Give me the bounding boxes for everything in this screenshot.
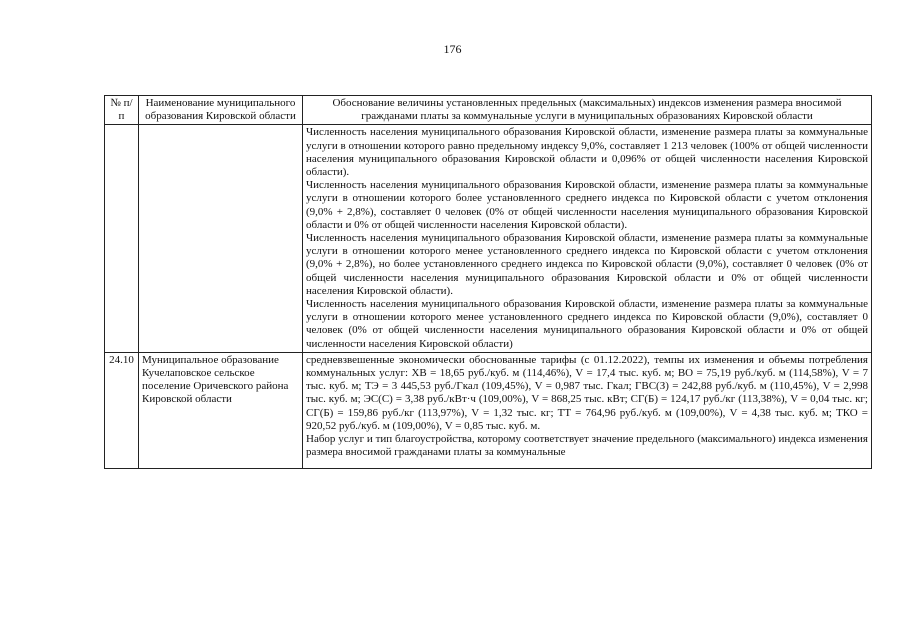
row-justification-cell [303, 352, 872, 468]
row-name-cell [139, 125, 303, 352]
table-row [105, 125, 872, 352]
justification-paragraph: средневзвешенные экономически обоснованные тарифы (с 01.12.2022), темпы их изменения и объемы потребления коммунальных услуг: ХВ = 18,65 руб./куб. м (114,46%), V = 17,4 тыс. куб. м; ВО = 75,19 руб./куб. м (114,58%), V = 7 тыс. куб. м; ТЭ = 3 445,53 руб./Гкал (109,45%), V = 0,987 тыс. Гкал; ГВС(З) = 242,88 руб./куб. м (110,45%), V = 2,998 тыс. куб. м; ЭС(С) = 3,38 руб./кВт·ч (109,00%), V = 868,25 тыс. кВт; СГ(Б) = 124,17 руб./кг (113,38%), V = 0,04 тыс. кг; СГ(Б) = 159,86 руб./кг (113,97%), V = 1,32 тыс. кг; ТТ = 764,96 руб./куб. м (109,00%), V = 4,38 тыс. куб. м; ТКО = 920,52 руб./куб. м (109,00%), V = 0,85 тыс. куб. м. [306, 353, 868, 432]
header-num: № п/п [105, 96, 139, 125]
justification-paragraph: Набор услуг и тип благоустройства, которому соответствует значение предельного (максимального) индекса изменения размера вносимой гражданами платы за коммунальные [306, 433, 868, 459]
justification-paragraph: Численность населения муниципального образования Кировской области, изменение размера платы за коммунальные услуги в отношении которого равно предельному индексу 9,0%, составляет 1 213 человек (100% от общей численности населения муниципального образования Кировской области и 0,096% от общей численности населения Кировской области). [306, 126, 868, 179]
header-municipality-name: Наименование муниципального образования Кировской области [139, 96, 303, 125]
justification-paragraph: Численность населения муниципального образования Кировской области, изменение размера платы за коммунальные услуги в отношении которого более установленного среднего индекса по Кировской области с учетом отклонения (9,0% + 2,8%), составляет 0 человек (0% от общей численности населения муниципального образования Кировской области и 0% от общей численности населения Кировской области). [306, 179, 868, 231]
justification-paragraph: Численность населения муниципального образования Кировской области, изменение размера платы за коммунальные услуги в отношении которого менее установленного среднего индекса по Кировской области (9,0%), составляет 0 человек (0% от общей численности населения муниципального образования Кировской области и 0% от общей численности населения Кировской области) [306, 298, 868, 350]
row-num-cell: 24.10 [105, 352, 139, 468]
row-num-cell [105, 125, 139, 352]
table-row [105, 352, 872, 468]
table-header-row [105, 96, 872, 125]
justification-paragraph: Численность населения муниципального образования Кировской области, изменение размера платы за коммунальные услуги в отношении которого менее установленного среднего индекса по Кировской области с учетом отклонения (9,0% + 2,8%), но более установленного среднего индекса по Кировской области (9,0%), составляет 0 человек (0% от общей численности населения муниципального образования Кировской области и 0% от общей численности населения Кировской области). [306, 232, 868, 297]
row-name-cell: Муниципальное образование Кучелаповское сельское поселение Оричевского района Кировской области [139, 352, 303, 468]
index-justification-table [104, 95, 872, 469]
header-justification: Обоснование величины установленных предельных (максимальных) индексов изменения размера вносимой гражданами платы за коммунальные услуги в муниципальных образованиях Кировской области [303, 96, 872, 125]
page-number: 176 [443, 42, 462, 56]
row-justification-cell [303, 125, 872, 352]
